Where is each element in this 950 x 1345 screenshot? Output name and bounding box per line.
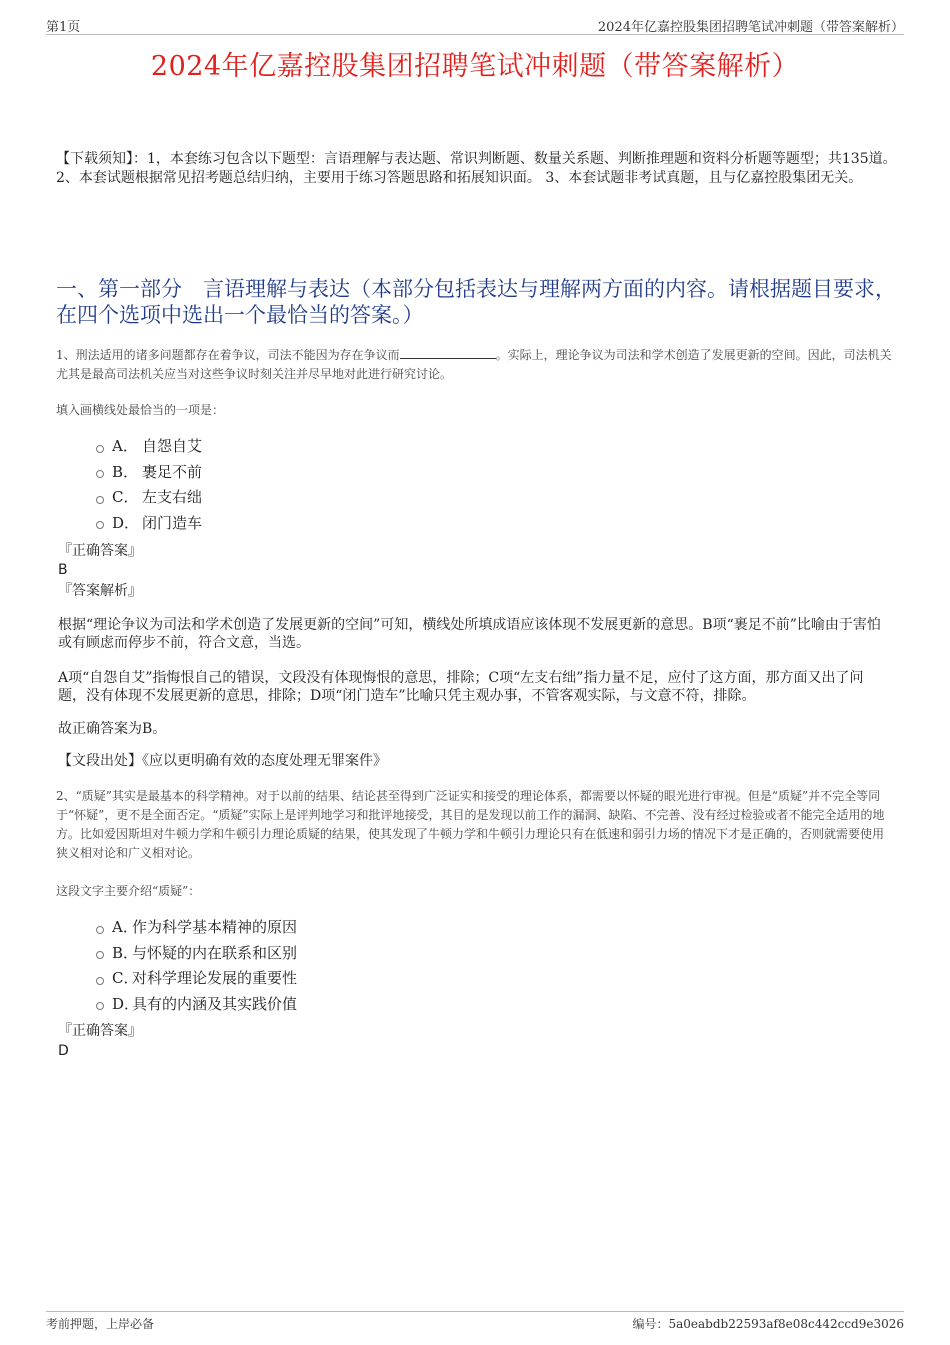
- section-title: 一、第一部分 言语理解与表达（本部分包括表达与理解两方面的内容。请根据题目要求，在四个选项中选出一个最恰当的答案。）: [56, 277, 896, 327]
- fill-blank: [400, 346, 496, 359]
- option-text: 对科学理论发展的重要性: [132, 969, 298, 988]
- radio-icon[interactable]: [96, 1002, 104, 1010]
- question-2-answer: D: [58, 1043, 69, 1059]
- question-1-text-after: 。实际上，理论争议为司法和学术创造了发展更新的空间。因此，司法机关尤其是最高司法机关应当对这些争议时刻关注并尽早地对此进行研究讨论。: [56, 348, 892, 381]
- radio-icon[interactable]: [96, 470, 104, 478]
- question-2-option-d[interactable]: [96, 991, 297, 1017]
- option-key: D．: [112, 513, 140, 532]
- question-2-option-b[interactable]: [96, 940, 297, 966]
- question-1-analysis-label: 『答案解析』: [58, 583, 142, 599]
- footer-slogan: 考前押题，上岸必备: [46, 1317, 155, 1331]
- question-1-analysis-1: 根据“理论争议为司法和学术创造了发展更新的空间”可知，横线处所填成语应该体现不发展更新的意思。B项“裹足不前”比喻由于害怕或有顾虑而停步不前，符合文意，当选。: [58, 617, 881, 651]
- option-text: 具有的内涵及其实践价值: [132, 994, 298, 1013]
- option-key: A．: [112, 437, 138, 456]
- question-1-answer: B: [58, 562, 68, 578]
- question-2-prompt: 这段文字主要介绍“质疑”：: [56, 884, 201, 898]
- question-2-text: 2、“质疑”其实是最基本的科学精神。对于以前的结果、结论甚至得到广泛证实和接受的理论体系，都需要以怀疑的眼光进行审视。但是“质疑”并不完全等同于“怀疑”，更不是全面否定。“质疑”实际上是评判地学习和批评地接受，其目的是发现以前工作的漏洞、缺陷、不完善、没有经过检验或者不能完全适用的地方。比如爱因斯坦对牛顿力学和牛顿引力理论质疑的结果，使其发现了牛顿力学和牛顿引力理论只有在低速和弱引力场的情况下才是正确的，否则就需要使用狭义相对论和广义相对论。: [56, 789, 885, 860]
- question-1-text-before: 1、刑法适用的诸多问题都存在着争议，司法不能因为存在争议而: [56, 348, 400, 362]
- question-1-options: [96, 433, 202, 535]
- radio-icon[interactable]: [96, 951, 104, 959]
- question-1-option-d[interactable]: [96, 510, 202, 536]
- radio-icon[interactable]: [96, 977, 104, 985]
- option-text: 裹足不前: [142, 462, 203, 481]
- option-text: 左支右绌: [142, 488, 203, 507]
- question-1-option-b[interactable]: [96, 459, 202, 485]
- option-text: 自怨自艾: [142, 437, 203, 456]
- question-2-options: [96, 914, 297, 1016]
- question-1-option-c[interactable]: [96, 484, 202, 510]
- question-2-option-a[interactable]: [96, 914, 297, 940]
- option-key: B．: [112, 943, 139, 962]
- option-text: 与怀疑的内在联系和区别: [132, 943, 298, 962]
- question-2-answer-label: 『正确答案』: [58, 1023, 142, 1039]
- question-1-option-a[interactable]: [96, 433, 202, 459]
- radio-icon[interactable]: [96, 445, 104, 453]
- question-1-analysis-2: A项“自怨自艾”指悔恨自己的错误，文段没有体现悔恨的意思，排除；C项“左支右绌”指力量不足，应付了这方面，那方面又出了问题，没有体现不发展更新的意思，排除；D项“闭门造车”比喻只凭主观办事，不管客观实际，与文意不符，排除。: [58, 670, 864, 704]
- question-1-source: 【文段出处】《应以更明确有效的态度处理无罪案件》: [58, 753, 387, 769]
- question-1-text: [56, 346, 892, 384]
- option-key: D．: [112, 994, 140, 1013]
- header-doc-title: 2024年亿嘉控股集团招聘笔试冲刺题（带答案解析）: [597, 20, 904, 35]
- radio-icon[interactable]: [96, 496, 104, 504]
- question-2-option-c[interactable]: [96, 965, 297, 991]
- question-1-answer-label: 『正确答案』: [58, 543, 142, 559]
- download-notice: 【下载须知】：1，本套练习包含以下题型：言语理解与表达题、常识判断题、数量关系题、判断推理题和资料分析题等题型；共135道。 2、本套试题根据常见招考题总结归纳，主要用于练习答题思路和拓展知识面。 3、本套试题非考试真题，且与亿嘉控股集团无关。: [56, 151, 897, 186]
- page-title: 2024年亿嘉控股集团招聘笔试冲刺题（带答案解析）: [150, 51, 800, 82]
- radio-icon[interactable]: [96, 926, 104, 934]
- option-key: C．: [112, 488, 139, 507]
- option-key: A．: [112, 918, 138, 937]
- radio-icon[interactable]: [96, 521, 104, 529]
- option-key: C．: [112, 969, 139, 988]
- option-key: B．: [112, 462, 139, 481]
- page-number: 第1页: [46, 20, 81, 35]
- question-1-prompt: 填入画横线处最恰当的一项是：: [56, 403, 225, 417]
- page-footer: [46, 1311, 904, 1331]
- option-text: 闭门造车: [142, 513, 203, 532]
- option-text: 作为科学基本精神的原因: [132, 918, 298, 937]
- footer-serial: 编号：5a0eabdb22593af8e08c442ccd9e3026: [632, 1317, 904, 1331]
- question-1-analysis-3: 故正确答案为B。: [58, 721, 167, 737]
- page-header: [46, 14, 904, 35]
